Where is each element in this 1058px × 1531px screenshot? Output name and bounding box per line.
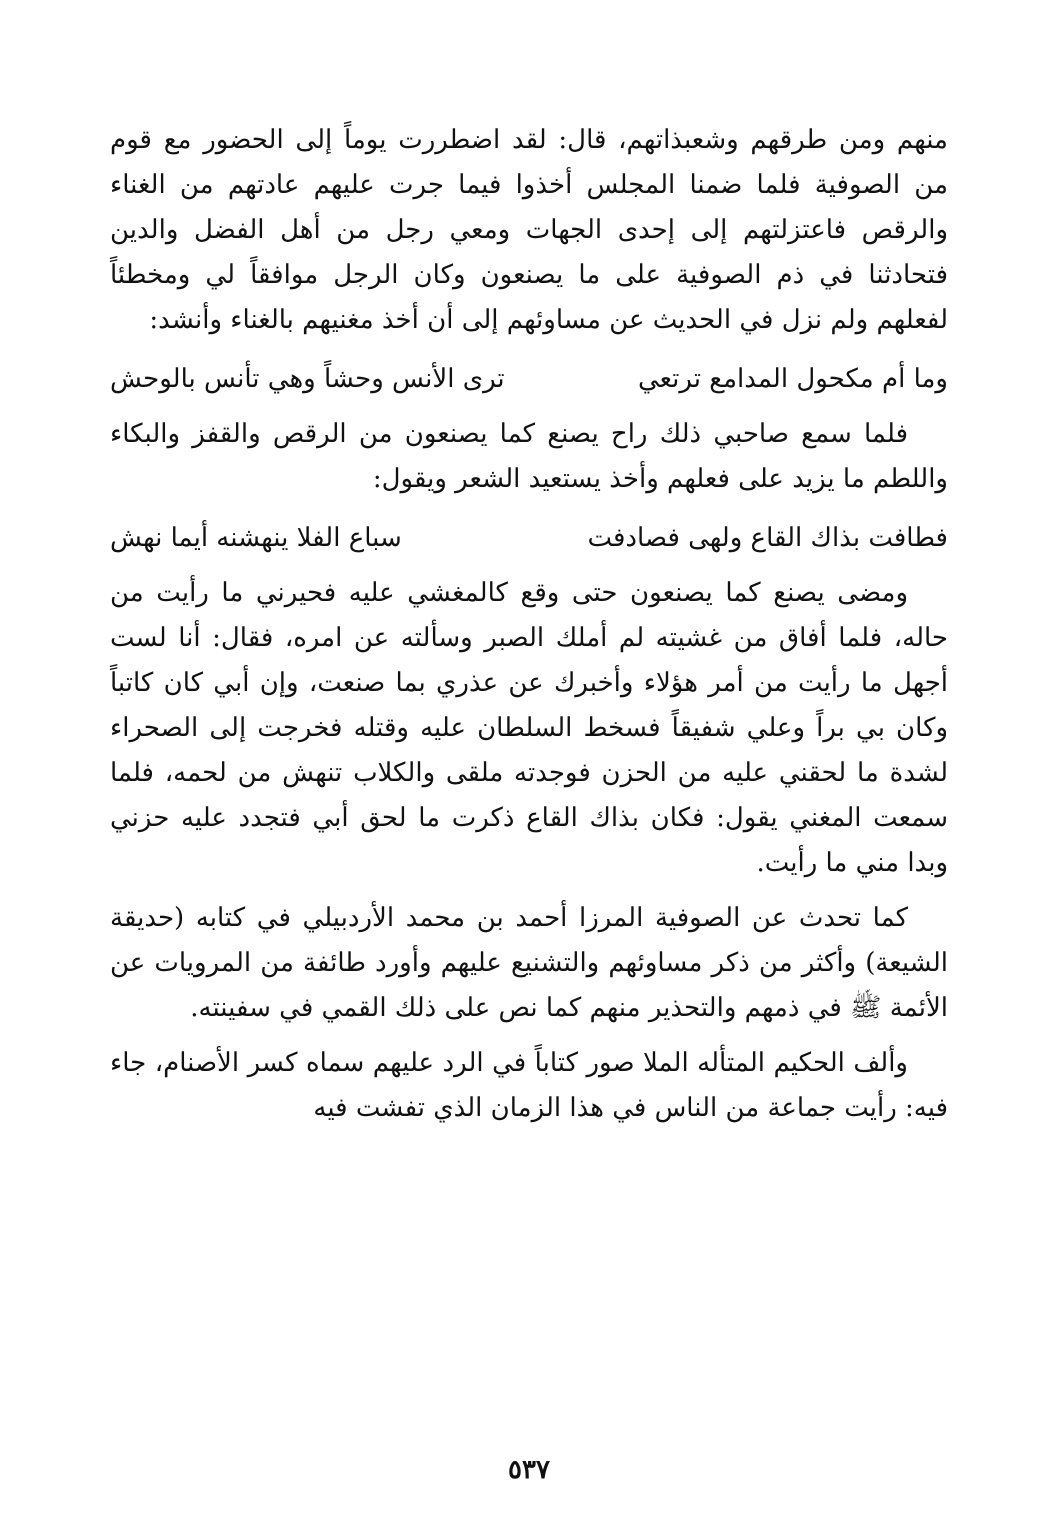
page-number: ٥٣٧ bbox=[508, 1455, 550, 1485]
page-body bbox=[110, 118, 948, 1131]
paragraph-2: فلما سمع صاحبي ذلك راح يصنع كما يصنعون من الرقص والقفز والبكاء واللطم ما يزيد على فعلهم وأخذ يستعيد الشعر ويقول: bbox=[110, 419, 948, 494]
paragraph-4: كما تحدث عن الصوفية المرزا أحمد بن محمد الأردبيلي في كتابه (حديقة الشيعة) وأكثر من ذكر مساوئهم والتشنيع عليهم وأورد طائفة من المرويات عن الأئمة ﷺ في ذمهم والتحذير منهم كما نص على ذلك القمي في سفينته. bbox=[110, 903, 948, 1023]
verse-1 bbox=[110, 357, 948, 402]
verse-1-second-hemistich: ترى الأنس وحشاً وهي تأنس بالوحش bbox=[110, 364, 505, 394]
paragraph-1: منهم ومن طرقهم وشعبذاتهم، قال: لقد اضطررت يوماً إلى الحضور مع قوم من الصوفية فلما ضمنا المجلس أخذوا فيما جرت عليهم عادتهم من الغناء والرقص فاعتزلتهم إلى إحدى الجهات ومعي رجل من أهل الفضل والدين فتحادثنا في ذم الصوفية على ما يصنعون وكان الرجل موافقاً لي ومخطئاً لفعلهم ولم نزل في الحديث عن مساوئهم إلى أن أخذ مغنيهم بالغناء وأنشد: bbox=[110, 125, 948, 335]
verse-2-second-hemistich: سباع الفلا ينهشنه أيما نهش bbox=[110, 523, 402, 553]
verse-2 bbox=[110, 516, 948, 561]
paragraph-5: وألف الحكيم المتأله الملا صور كتاباً في الرد عليهم سماه كسر الأصنام، جاء فيه: رأيت جماعة من الناس في هذا الزمان الذي تفشت فيه bbox=[110, 1048, 948, 1123]
paragraph-3: ومضى يصنع كما يصنعون حتى وقع كالمغشي عليه فحيرني ما رأيت من حاله، فلما أفاق من غشيته لم أملك الصبر وسألته عن امره، فقال: أنا لست أجهل ما رأيت من أمر هؤلاء وأخبرك عن عذري بما صنعت، وإن أبي كان كاتباً وكان بي براً وعلي شفيقاً فسخط السلطان عليه وقتله فخرجت إلى الصحراء لشدة ما لحقني عليه من الحزن فوجدته ملقى والكلاب تنهش من لحمه، فلما سمعت المغني يقول: فكان بذاك القاع ذكرت ما لحق أبي فتجدد عليه حزني وبدا مني ما رأيت. bbox=[110, 578, 948, 878]
verse-2-first-hemistich: فطافت بذاك القاع ولهى فصادفت bbox=[587, 523, 948, 553]
verse-1-first-hemistich: وما أم مكحول المدامع ترتعي bbox=[637, 364, 948, 394]
